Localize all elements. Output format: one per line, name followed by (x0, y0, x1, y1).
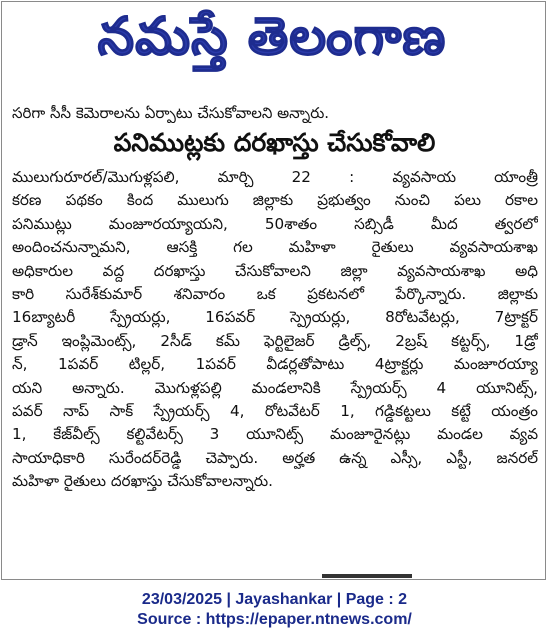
article-body-line: ములుగురూరల్/మొగుళ్లపలి, మార్చి 22 : వ్యవసాయ యాంత్రీ (12, 168, 538, 186)
article-lead-line: సరిగా సీసీ కెమెరాలను ఏర్పాటు చేసుకోవాలని అన్నారు. (12, 104, 330, 122)
masthead-title: నమస్తే తెలంగాణ (97, 6, 447, 67)
article-body-line: సాయాధికారి సురేందర్‌రెడ్డి చెప్పారు. అర్హత ఉన్న ఎస్సీ, ఎస్టీ, జనరల్ (12, 448, 538, 467)
newspaper-clipping (1, 1, 546, 580)
article-body-line: మహిళా రైతులు దరఖాస్తు చేసుకోవాలన్నారు. (12, 472, 273, 491)
article-body-line: అందించనున్నామని, ఆసక్తి గల మహిళా రైతులు వ్యవసాయశాఖ (12, 238, 538, 257)
footer-source-link[interactable]: Source : https://epaper.ntnews.com/ (137, 611, 412, 628)
footer-date-edition: 23/03/2025 | Jayashankar | Page : 2 (141, 591, 408, 608)
cropped-next-line (12, 574, 537, 582)
article-body-line: కరణ పథకం కింద ములుగు జిల్లాకు ప్రభుత్వం నుంచి పలు రకాల (12, 191, 538, 210)
masthead-logo (62, 8, 482, 78)
article-body-line: అధికారుల వద్ద దరఖాస్తు చేసుకోవాలని జిల్లా వ్యవసాయశాఖ అధి (12, 261, 538, 280)
article-body-line: న్, 1పవర్ టిల్లర్, 1పవర్ వీడర్లతోపాటు 4ట్రాక్టర్లు మంజూరయ్యా (12, 355, 538, 374)
article-body-line: పనిముట్లు మంజూరయ్యాయని, 50శాతం సబ్సిడీ మీద త్వరలో (12, 214, 538, 233)
cropped-text-fragment (322, 574, 412, 578)
article-body-line: డ్రాన్ ఇంప్లిమెంట్స్, 2సీడ్ కమ్ ఫెర్టిలైజర్ డ్రిల్స్, 2బ్రష్ కట్టర్స్, 1డ్రో (12, 331, 538, 350)
article-body (12, 166, 538, 493)
article-body-line: పవర్ నాప్ సాక్ స్ప్రేయర్స్ 4, రోటవేటర్ 1, గడ్డికట్టలు కట్టే యంత్రం (12, 401, 538, 420)
article-body-line: 1, కేజ్‌వీల్స్ కల్టివేటర్స్ 3 యూనిట్స్ మంజూరైనట్లు మండల వ్యవ (12, 425, 538, 444)
article-body-line: 16బ్యాటరీ స్ప్రేయర్లు, 16పవర్ స్ప్రెయర్లు, 8రోటవేటర్లు, 7ట్రాక్టర్ (12, 308, 538, 327)
article-body-line: యని అన్నారు. మొగుళ్లపల్లి మండలానికి స్ప్రేయర్స్ 4 యూనిట్స్, (12, 378, 538, 397)
article-headline: పనిముట్లకు దరఖాస్తు చేసుకోవాలి (113, 128, 436, 157)
clipping-footer (0, 590, 549, 630)
article-body-line: కారి సురేశ్‌కుమార్ శనివారం ఒక ప్రకటనలో పేర్కొన్నారు. జిల్లాకు (12, 284, 538, 303)
